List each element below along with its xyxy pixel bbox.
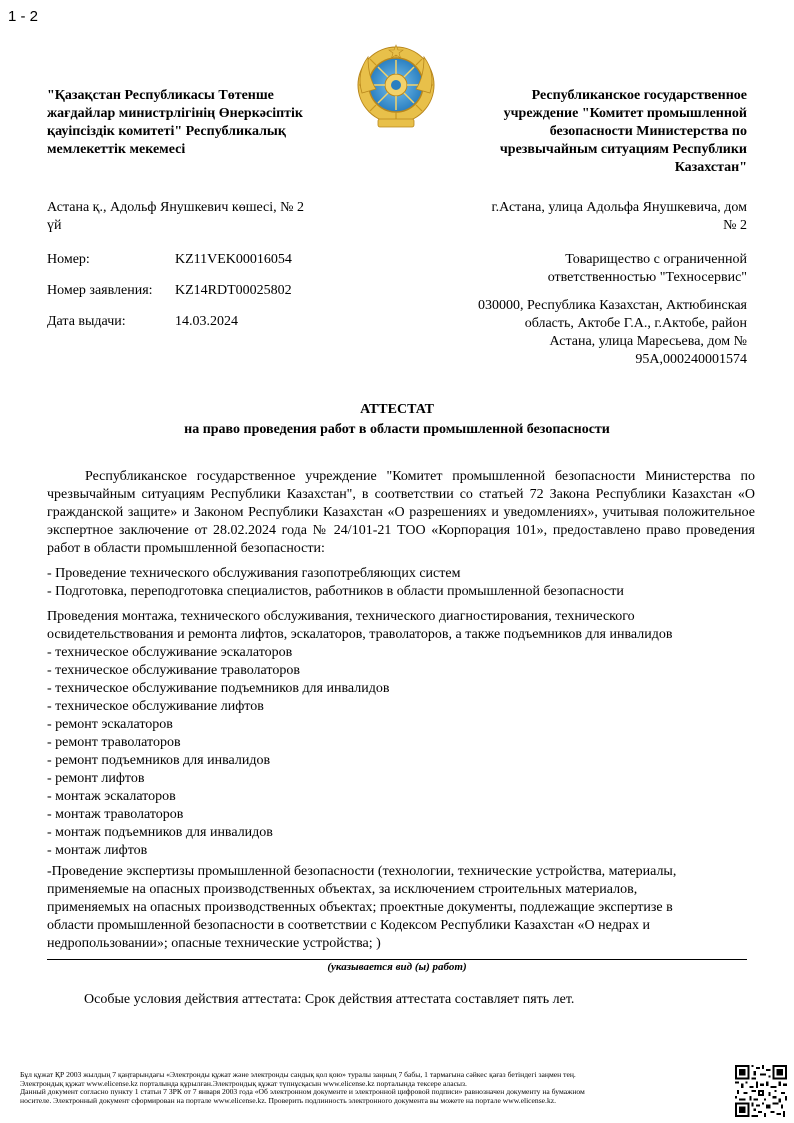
list-item: - монтаж траволаторов	[47, 807, 184, 822]
header-right-line: безопасности Министерства по	[549, 124, 747, 139]
list-item: - Подготовка, переподготовка специалистов, работников в области промышленной безопасности	[47, 584, 624, 599]
address-right-line: г.Астана, улица Адольфа Янушкевича, дом	[491, 200, 747, 215]
recipient-address-line: Астана, улица Маресьева, дом №	[549, 334, 747, 349]
header-right-line: Республиканское государственное	[531, 88, 747, 103]
recipient-address	[420, 297, 747, 369]
footer-line: Электрондық құжат www.elicense.kz порталында құрылған.Электрондық құжат түпнұсқасын www.elicense.kz порталында тексере аласыз.	[20, 1078, 467, 1088]
authority-address-kazakh	[47, 199, 347, 235]
list-item: - ремонт подъемников для инвалидов	[47, 753, 271, 768]
header-left-line: "Қазақстан Республикасы Төтенше	[47, 88, 274, 103]
document-title	[47, 400, 747, 440]
recipient-name	[447, 251, 747, 287]
works-type-note: (указывается вид (ы) работ)	[327, 961, 467, 973]
issue-date-row	[47, 313, 238, 331]
recipient-address-line: 030000, Республика Казахстан, Актюбинская	[477, 298, 747, 313]
header-left-line: жағдайлар министрлігінің Өнеркәсіптік	[47, 106, 303, 121]
footer-line: носителе. Электронный документ сформирован на портале www.elicense.kz. Проверить подлинность электронного документа вы можете на портале www.elicense.kz.	[20, 1095, 557, 1105]
address-left-line: үй	[47, 218, 62, 233]
lifts-heading-line: освидетельствования и ремонта лифтов, эскалаторов, траволаторов, а также подъемников для инвалидов	[47, 627, 673, 642]
application-number-row	[47, 282, 292, 300]
special-conditions: Особые условия действия аттестата: Срок действия аттестата составляет пять лет.	[84, 992, 575, 1007]
header-right-line: Казахстан"	[674, 160, 747, 175]
list-item: - техническое обслуживание траволаторов	[47, 663, 300, 678]
page-number: 1 - 2	[8, 8, 39, 25]
intro-paragraph: Республиканское государственное учреждение "Комитет промышленной безопасности Министерства по чрезвычайным ситуациям Республики Казахстан", в соответствии со статьей 72 Закона Республики Казахстан «О гражданской защите» и Законом Республики Казахстан «О разрешениях и уведомлениях», учитывая положительное экспертное заключение от 28.02.2024 года № 24/101-21 ТОО «Корпорация 101», предоставлено право проведения работ в области промышленной безопасности:	[47, 469, 755, 556]
list-item: - монтаж подъемников для инвалидов	[47, 825, 273, 840]
expertise-line: -Проведение экспертизы промышленной безопасности (технологии, технические устройства, материалы,	[47, 864, 677, 879]
footer-line: Данный документ согласно пункту 1 статьи 7 ЗРК от 7 января 2003 года «Об электронном документе и электронной цифровой подписи» равнозначен документу на бумажном	[20, 1087, 585, 1097]
recipient-address-line: 95А,000240001574	[635, 352, 747, 367]
document-number-row	[47, 251, 292, 269]
list-item: - техническое обслуживание эскалаторов	[47, 645, 293, 660]
title-subtitle: на право проведения работ в области промышленной безопасности	[184, 422, 610, 437]
header-left-line: мемлекеттік мекемесі	[47, 142, 186, 157]
address-left-line: Астана қ., Адольф Янушкевич көшесі, № 2	[47, 200, 305, 215]
expertise-paragraph	[47, 863, 747, 953]
recipient-name-line: Товарищество с ограниченной	[565, 252, 747, 267]
title-main: АТТЕСТАТ	[360, 402, 434, 417]
header-right-line: чрезвычайным ситуациям Республики	[499, 142, 747, 157]
header-kazakh-authority	[47, 87, 347, 159]
lifts-section	[47, 608, 757, 860]
expertise-line: применяемых на опасных производственных объектах; проектные документы, подлежащие экспертизе в	[47, 900, 673, 915]
list-item: - монтаж эскалаторов	[47, 789, 176, 804]
footer-line: Бұл құжат ҚР 2003 жылдың 7 қаңтарындағы «Электронды құжат және электронды сандық қол қою» туралы заңның 7 бабы, 1 тармағына сәйкес қағаз бетіндегі заңмен тең.	[20, 1070, 576, 1079]
list-item: - ремонт траволаторов	[47, 735, 181, 750]
application-number-label: Номер заявления:	[47, 283, 153, 298]
qr-code-icon	[735, 1065, 787, 1117]
header-right-line: учреждение "Комитет промышленной	[503, 106, 747, 121]
application-number-value: KZ14RDT00025802	[175, 283, 292, 298]
recipient-address-line: область, Актобе Г.А., г.Актобе, район	[524, 316, 747, 331]
address-right-line: № 2	[723, 218, 747, 233]
state-emblem-icon	[354, 43, 438, 131]
works-list	[47, 565, 757, 601]
lifts-heading-line: Проведения монтажа, технического обслуживания, технического диагностирования, технического	[47, 609, 635, 624]
divider	[47, 959, 747, 960]
document-number-label: Номер:	[47, 252, 90, 267]
expertise-line: области промышленной безопасности в соответствии с Кодексом Республики Казахстан «О недрах и	[47, 918, 650, 933]
list-item: - ремонт эскалаторов	[47, 717, 173, 732]
header-left-line: қауіпсіздік комитеті" Республикалық	[47, 124, 286, 139]
list-item: - монтаж лифтов	[47, 843, 148, 858]
expertise-line: применяемые на опасных производственных объектах, за исключением строительных материалов,	[47, 882, 638, 897]
header-russian-authority	[447, 87, 747, 177]
legal-footer	[20, 1071, 730, 1105]
expertise-line: недропользовании»; опасные технические устройства; )	[47, 936, 381, 951]
recipient-name-line: ответственностью "Техносервис"	[547, 270, 747, 285]
issue-date-label: Дата выдачи:	[47, 314, 126, 329]
list-item: - техническое обслуживание лифтов	[47, 699, 264, 714]
list-item: - техническое обслуживание подъемников для инвалидов	[47, 681, 390, 696]
list-item: - ремонт лифтов	[47, 771, 145, 786]
issue-date-value: 14.03.2024	[175, 314, 238, 329]
authority-address-russian	[447, 199, 747, 235]
list-item: - Проведение технического обслуживания газопотребляющих систем	[47, 566, 461, 581]
document-number-value: KZ11VEK00016054	[175, 252, 292, 267]
